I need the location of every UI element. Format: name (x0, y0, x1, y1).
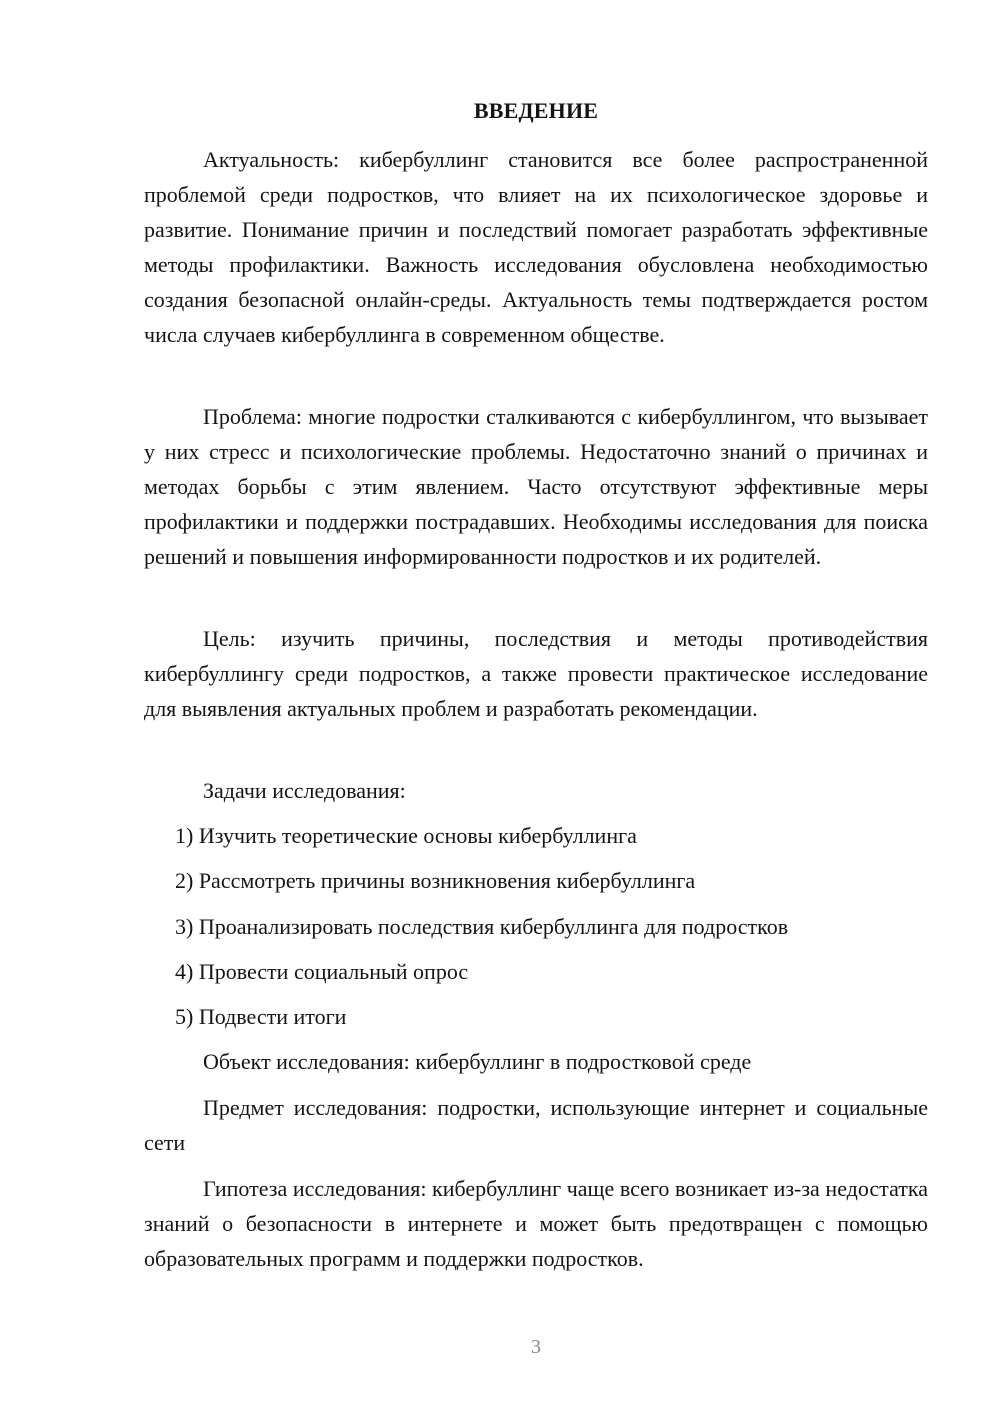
subject-paragraph: Предмет исследования: подростки, использующие интернет и социальные сети (144, 1095, 928, 1155)
page-number: 3 (531, 1336, 541, 1358)
goal-paragraph: Цель: изучить причины, последствия и методы противодействия кибербуллингу среди подростков, а также провести практическое исследование для выявления актуальных проблем и разработать рекомендации. (144, 626, 928, 721)
task-item-4: 4) Провести социальный опрос (175, 959, 469, 984)
task-item-5: 5) Подвести итоги (175, 1004, 347, 1029)
task-item-2: 2) Рассмотреть причины возникновения кибербуллинга (175, 868, 696, 893)
relevance-paragraph: Актуальность: кибербуллинг становится все более распространенной проблемой среди подростков, что влияет на их психологическое здоровье и развитие. Понимание причин и последствий помогает разработать эффективные методы профилактики. Важность исследования обусловлена необходимостью создания безопасной онлайн-среды. Актуальность темы подтверждается ростом числа случаев кибербуллинга в современном обществе. (144, 147, 928, 347)
object-paragraph: Объект исследования: кибербуллинг в подростковой среде (203, 1049, 752, 1074)
hypothesis-paragraph: Гипотеза исследования: кибербуллинг чаще всего возникает из-за недостатка знаний о безопасности в интернете и может быть предотвращен с помощью образовательных программ и поддержки подростков. (144, 1176, 928, 1271)
task-item-1: 1) Изучить теоретические основы кибербуллинга (175, 823, 637, 848)
tasks-heading: Задачи исследования: (203, 778, 406, 803)
page-title: ВВЕДЕНИЕ (473, 98, 599, 123)
problem-paragraph: Проблема: многие подростки сталкиваются с кибербуллингом, что вызывает у них стресс и психологические проблемы. Недостаточно знаний о причинах и методах борьбы с этим явлением. Часто отсутствуют эффективные меры профилактики и поддержки пострадавших. Необходимы исследования для поиска решений и повышения информированности подростков и их родителей. (144, 404, 928, 569)
task-item-3: 3) Проанализировать последствия кибербуллинга для подростков (175, 914, 789, 939)
